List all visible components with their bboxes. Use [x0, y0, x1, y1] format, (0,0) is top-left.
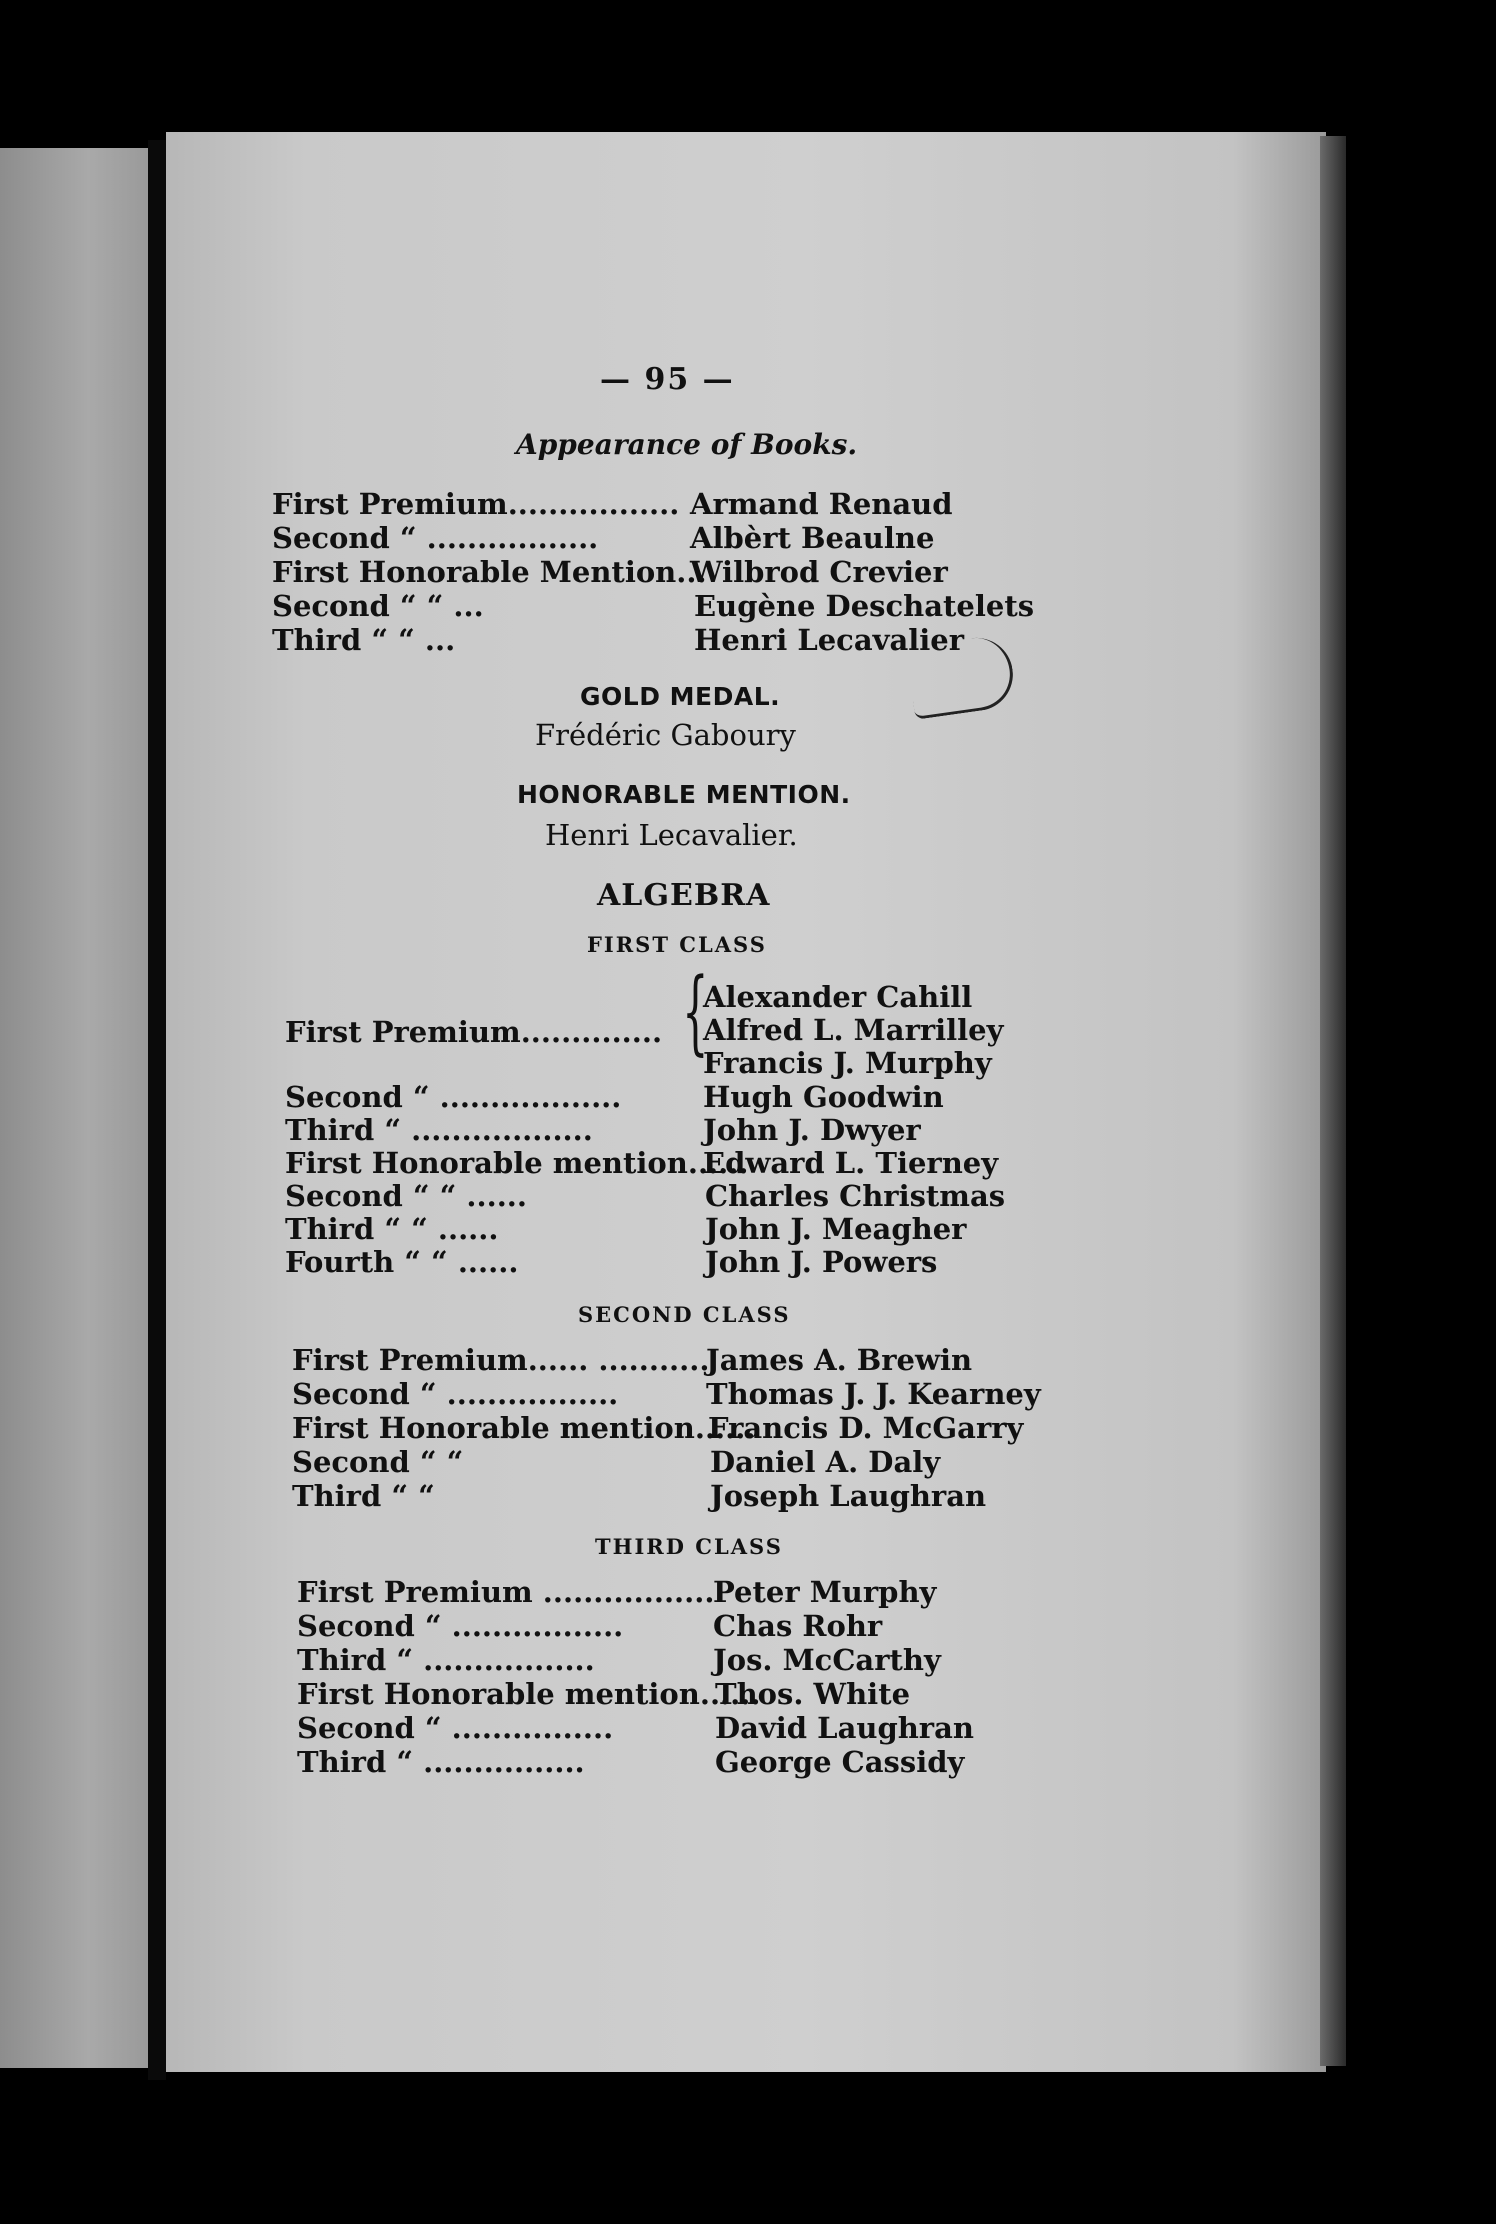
row-label: First Honorable mention......: [297, 1677, 761, 1711]
row-value: Daniel A. Daly: [710, 1445, 941, 1479]
book-gutter: [148, 140, 166, 2080]
row-label: Third “ “: [292, 1479, 435, 1513]
list-item: [297, 1609, 883, 1643]
row-label: Third “ “ ...: [272, 623, 456, 657]
honorable-mention-title: HONORABLE MENTION.: [517, 780, 851, 809]
list-item: [292, 1479, 987, 1513]
list-item: [272, 555, 948, 589]
list-item: [292, 1377, 1041, 1411]
list-item: [285, 1113, 921, 1147]
row-label: Second “ “ ......: [285, 1179, 527, 1213]
row-value: Peter Murphy: [713, 1575, 937, 1609]
row-label: Third “ ..................: [285, 1113, 593, 1147]
row-value: John J. Powers: [705, 1245, 938, 1279]
list-item: [285, 1080, 944, 1114]
first-class-title: FIRST CLASS: [587, 932, 767, 957]
list-item: [297, 1677, 911, 1711]
list-item: [272, 487, 953, 521]
list-item: [285, 1179, 1006, 1213]
row-value: Jos. McCarthy: [713, 1643, 941, 1677]
premium-name: Francis J. Murphy: [703, 1046, 992, 1080]
row-label: First Honorable mention......: [285, 1146, 749, 1180]
appearance-heading: Appearance of Books.: [516, 428, 858, 461]
list-item: [292, 1343, 973, 1377]
row-label: Second “ “: [292, 1445, 464, 1479]
row-value: Eugène Deschatelets: [694, 589, 1035, 623]
row-label: Second “ “ ...: [272, 589, 484, 623]
premium-name: Alfred L. Marrilley: [703, 1013, 1004, 1047]
list-item: [272, 589, 1035, 623]
row-label: Second “ .................: [272, 521, 599, 555]
list-item: [297, 1643, 941, 1677]
row-label: First Honorable Mention...: [272, 555, 707, 589]
row-value: Edward L. Tierney: [703, 1146, 999, 1180]
row-value: Francis D. McGarry: [708, 1411, 1024, 1445]
list-item: [292, 1445, 941, 1479]
row-value: Armand Renaud: [690, 487, 953, 521]
row-value: Joseph Laughran: [710, 1479, 987, 1513]
premium-name: Alexander Cahill: [703, 980, 973, 1014]
row-label: Second “ ................: [297, 1711, 614, 1745]
row-label: Second “ ..................: [285, 1080, 622, 1114]
gold-medal-name: Frédéric Gaboury: [535, 718, 796, 752]
first-premium-label: First Premium..............: [285, 1015, 663, 1049]
list-item: [285, 1245, 938, 1279]
row-value: Thos. White: [715, 1677, 911, 1711]
row-label: Fourth “ “ ......: [285, 1245, 519, 1279]
honorable-mention-name: Henri Lecavalier.: [545, 818, 798, 852]
row-label: Third “ “ ......: [285, 1212, 499, 1246]
row-label: Second “ .................: [292, 1377, 619, 1411]
row-value: Thomas J. J. Kearney: [706, 1377, 1041, 1411]
row-label: First Honorable mention......: [292, 1411, 756, 1445]
list-item: [297, 1575, 937, 1609]
row-value: David Laughran: [715, 1711, 974, 1745]
list-item: [297, 1711, 974, 1745]
row-value: Wilbrod Crevier: [690, 555, 948, 589]
list-item: [285, 1146, 999, 1180]
row-value: Chas Rohr: [713, 1609, 883, 1643]
row-value: John J. Dwyer: [703, 1113, 921, 1147]
row-label: Second “ .................: [297, 1609, 624, 1643]
row-label: First Premium.................: [272, 487, 680, 521]
row-value: James A. Brewin: [706, 1343, 973, 1377]
list-item: [292, 1411, 1024, 1445]
row-value: Charles Christmas: [705, 1179, 1006, 1213]
row-value: John J. Meagher: [705, 1212, 967, 1246]
row-label: First Premium .................: [297, 1575, 715, 1609]
row-value: Hugh Goodwin: [703, 1080, 944, 1114]
list-item: [272, 521, 935, 555]
page-edge-shadow: [1320, 136, 1346, 2066]
third-class-title: THIRD CLASS: [595, 1534, 783, 1559]
second-class-title: SECOND CLASS: [578, 1302, 791, 1327]
list-item: [272, 623, 965, 657]
row-value: Henri Lecavalier: [694, 623, 965, 657]
page-number: — 95 —: [600, 362, 735, 397]
row-label: First Premium...... ...........: [292, 1343, 710, 1377]
brace-mark: {: [682, 958, 709, 1065]
row-label: Third “ ................: [297, 1745, 585, 1779]
row-label: Third “ .................: [297, 1643, 595, 1677]
gold-medal-title: GOLD MEDAL.: [580, 682, 781, 711]
facing-page-edge: [0, 148, 148, 2068]
algebra-title: ALGEBRA: [597, 878, 771, 913]
list-item: [297, 1745, 965, 1779]
list-item: [285, 1212, 967, 1246]
row-value: George Cassidy: [715, 1745, 965, 1779]
row-value: Albèrt Beaulne: [690, 521, 935, 555]
